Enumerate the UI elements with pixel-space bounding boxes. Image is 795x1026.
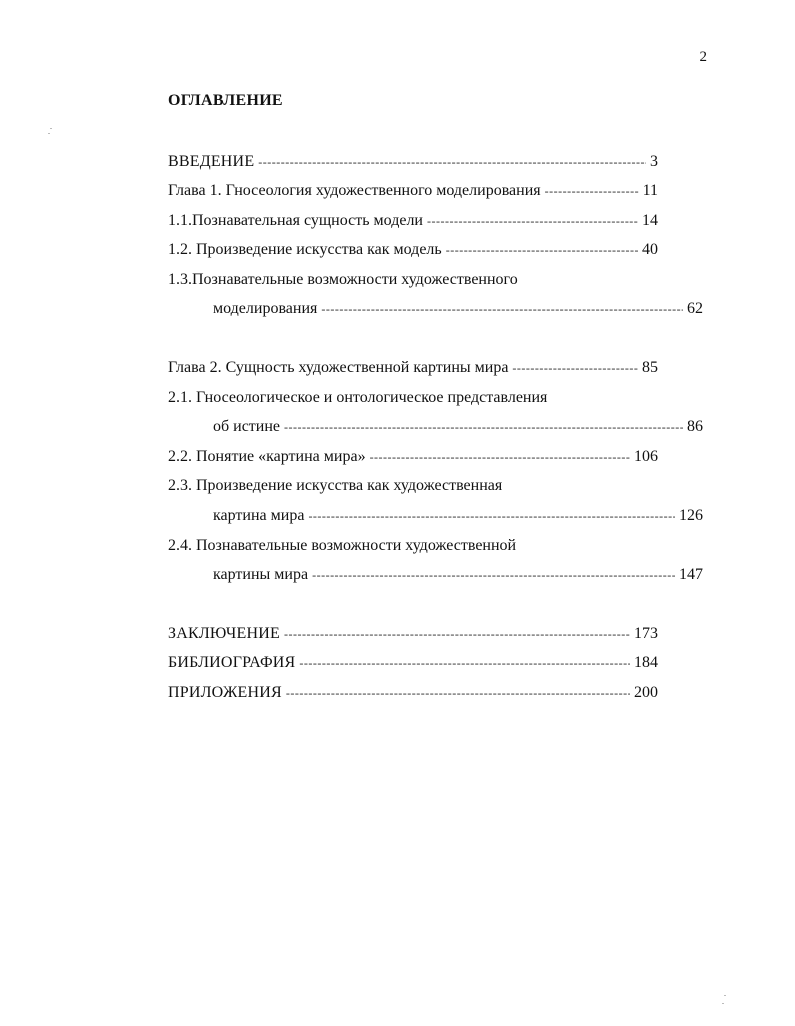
dot-leader xyxy=(284,623,630,645)
toc-entry-chapter-2[interactable] xyxy=(168,357,658,379)
toc-entry-chapter-1[interactable] xyxy=(168,180,658,202)
toc-entry-text: 2.3. Произведение искусства как художественная xyxy=(168,477,503,494)
dot-leader xyxy=(545,180,639,202)
dot-leader xyxy=(312,564,675,586)
toc-entry-section-1-3-line1[interactable] xyxy=(168,269,658,291)
toc-entry-intro[interactable] xyxy=(168,151,658,173)
dot-leader xyxy=(308,505,675,527)
toc-entry-conclusion[interactable] xyxy=(168,623,658,645)
toc-entry-section-2-2[interactable] xyxy=(168,446,658,468)
toc-entry-text: 2.2. Понятие «картина мира» xyxy=(168,448,366,465)
dot-leader xyxy=(258,151,646,173)
dot-leader xyxy=(299,652,630,674)
toc-entry-page: 106 xyxy=(634,448,658,465)
toc-entry-page: 200 xyxy=(634,684,658,701)
toc-entry-section-2-3-line1[interactable] xyxy=(168,475,658,497)
toc-entry-bibliography[interactable] xyxy=(168,652,658,674)
toc-entry-text: 1.2. Произведение искусства как модель xyxy=(168,241,442,258)
dot-leader xyxy=(284,416,683,438)
page-title: ОГЛАВЛЕНИЕ xyxy=(168,92,283,109)
toc-entry-page: 62 xyxy=(687,300,703,317)
toc-entry-appendices[interactable] xyxy=(168,682,658,704)
toc-entry-text: об истине xyxy=(213,418,281,435)
toc-entry-text: Глава 2. Сущность художественной картины мира xyxy=(168,359,509,376)
toc-entry-text: ВВЕДЕНИЕ xyxy=(168,153,255,170)
toc-entry-page: 184 xyxy=(634,654,658,671)
toc-entry-section-2-1-line1[interactable] xyxy=(168,387,658,409)
dot-leader xyxy=(286,682,630,704)
scan-speck xyxy=(50,128,52,129)
scan-speck xyxy=(724,995,726,996)
toc-entry-section-2-3-line2[interactable] xyxy=(168,505,703,527)
dot-leader xyxy=(370,446,630,468)
scan-speck xyxy=(48,133,50,134)
toc-entry-page: 14 xyxy=(642,212,658,229)
toc-entry-text: 1.3.Познавательные возможности художественного xyxy=(168,271,518,288)
dot-leader xyxy=(321,298,683,320)
toc-entry-text: моделирования xyxy=(213,300,318,317)
toc-entry-text: ПРИЛОЖЕНИЯ xyxy=(168,684,282,701)
page-number: 2 xyxy=(699,49,707,65)
toc-entry-text: картина мира xyxy=(213,507,305,524)
toc-entry-page: 3 xyxy=(650,153,658,170)
toc-entry-section-1-1[interactable] xyxy=(168,210,658,232)
toc-entry-text: картины мира xyxy=(213,566,309,583)
toc-entry-text: ЗАКЛЮЧЕНИЕ xyxy=(168,625,280,642)
toc-entry-text: 1.1.Познавательная сущность модели xyxy=(168,212,423,229)
toc-entry-text: Глава 1. Гносеология художественного моделирования xyxy=(168,182,541,199)
toc-entry-section-2-4-line1[interactable] xyxy=(168,535,658,557)
toc-entry-page: 11 xyxy=(642,182,658,199)
toc-entry-text: 2.4. Познавательные возможности художественной xyxy=(168,537,517,554)
toc-entry-page: 40 xyxy=(642,241,658,258)
toc-entry-text: БИБЛИОГРАФИЯ xyxy=(168,654,296,671)
toc-entry-section-2-1-line2[interactable] xyxy=(168,416,703,438)
dot-leader xyxy=(512,357,638,379)
toc-entry-text: 2.1. Гносеологическое и онтологическое представления xyxy=(168,389,548,406)
toc-entry-page: 147 xyxy=(679,566,703,583)
toc-entry-page: 126 xyxy=(679,507,703,524)
dot-leader xyxy=(427,210,638,232)
toc-entry-page: 86 xyxy=(687,418,703,435)
toc-entry-page: 85 xyxy=(642,359,658,376)
scan-speck xyxy=(722,1003,724,1004)
toc-entry-page: 173 xyxy=(634,625,658,642)
toc-entry-section-1-3-line2[interactable] xyxy=(168,298,703,320)
toc-entry-section-2-4-line2[interactable] xyxy=(168,564,703,586)
dot-leader xyxy=(446,239,638,261)
toc-entry-section-1-2[interactable] xyxy=(168,239,658,261)
